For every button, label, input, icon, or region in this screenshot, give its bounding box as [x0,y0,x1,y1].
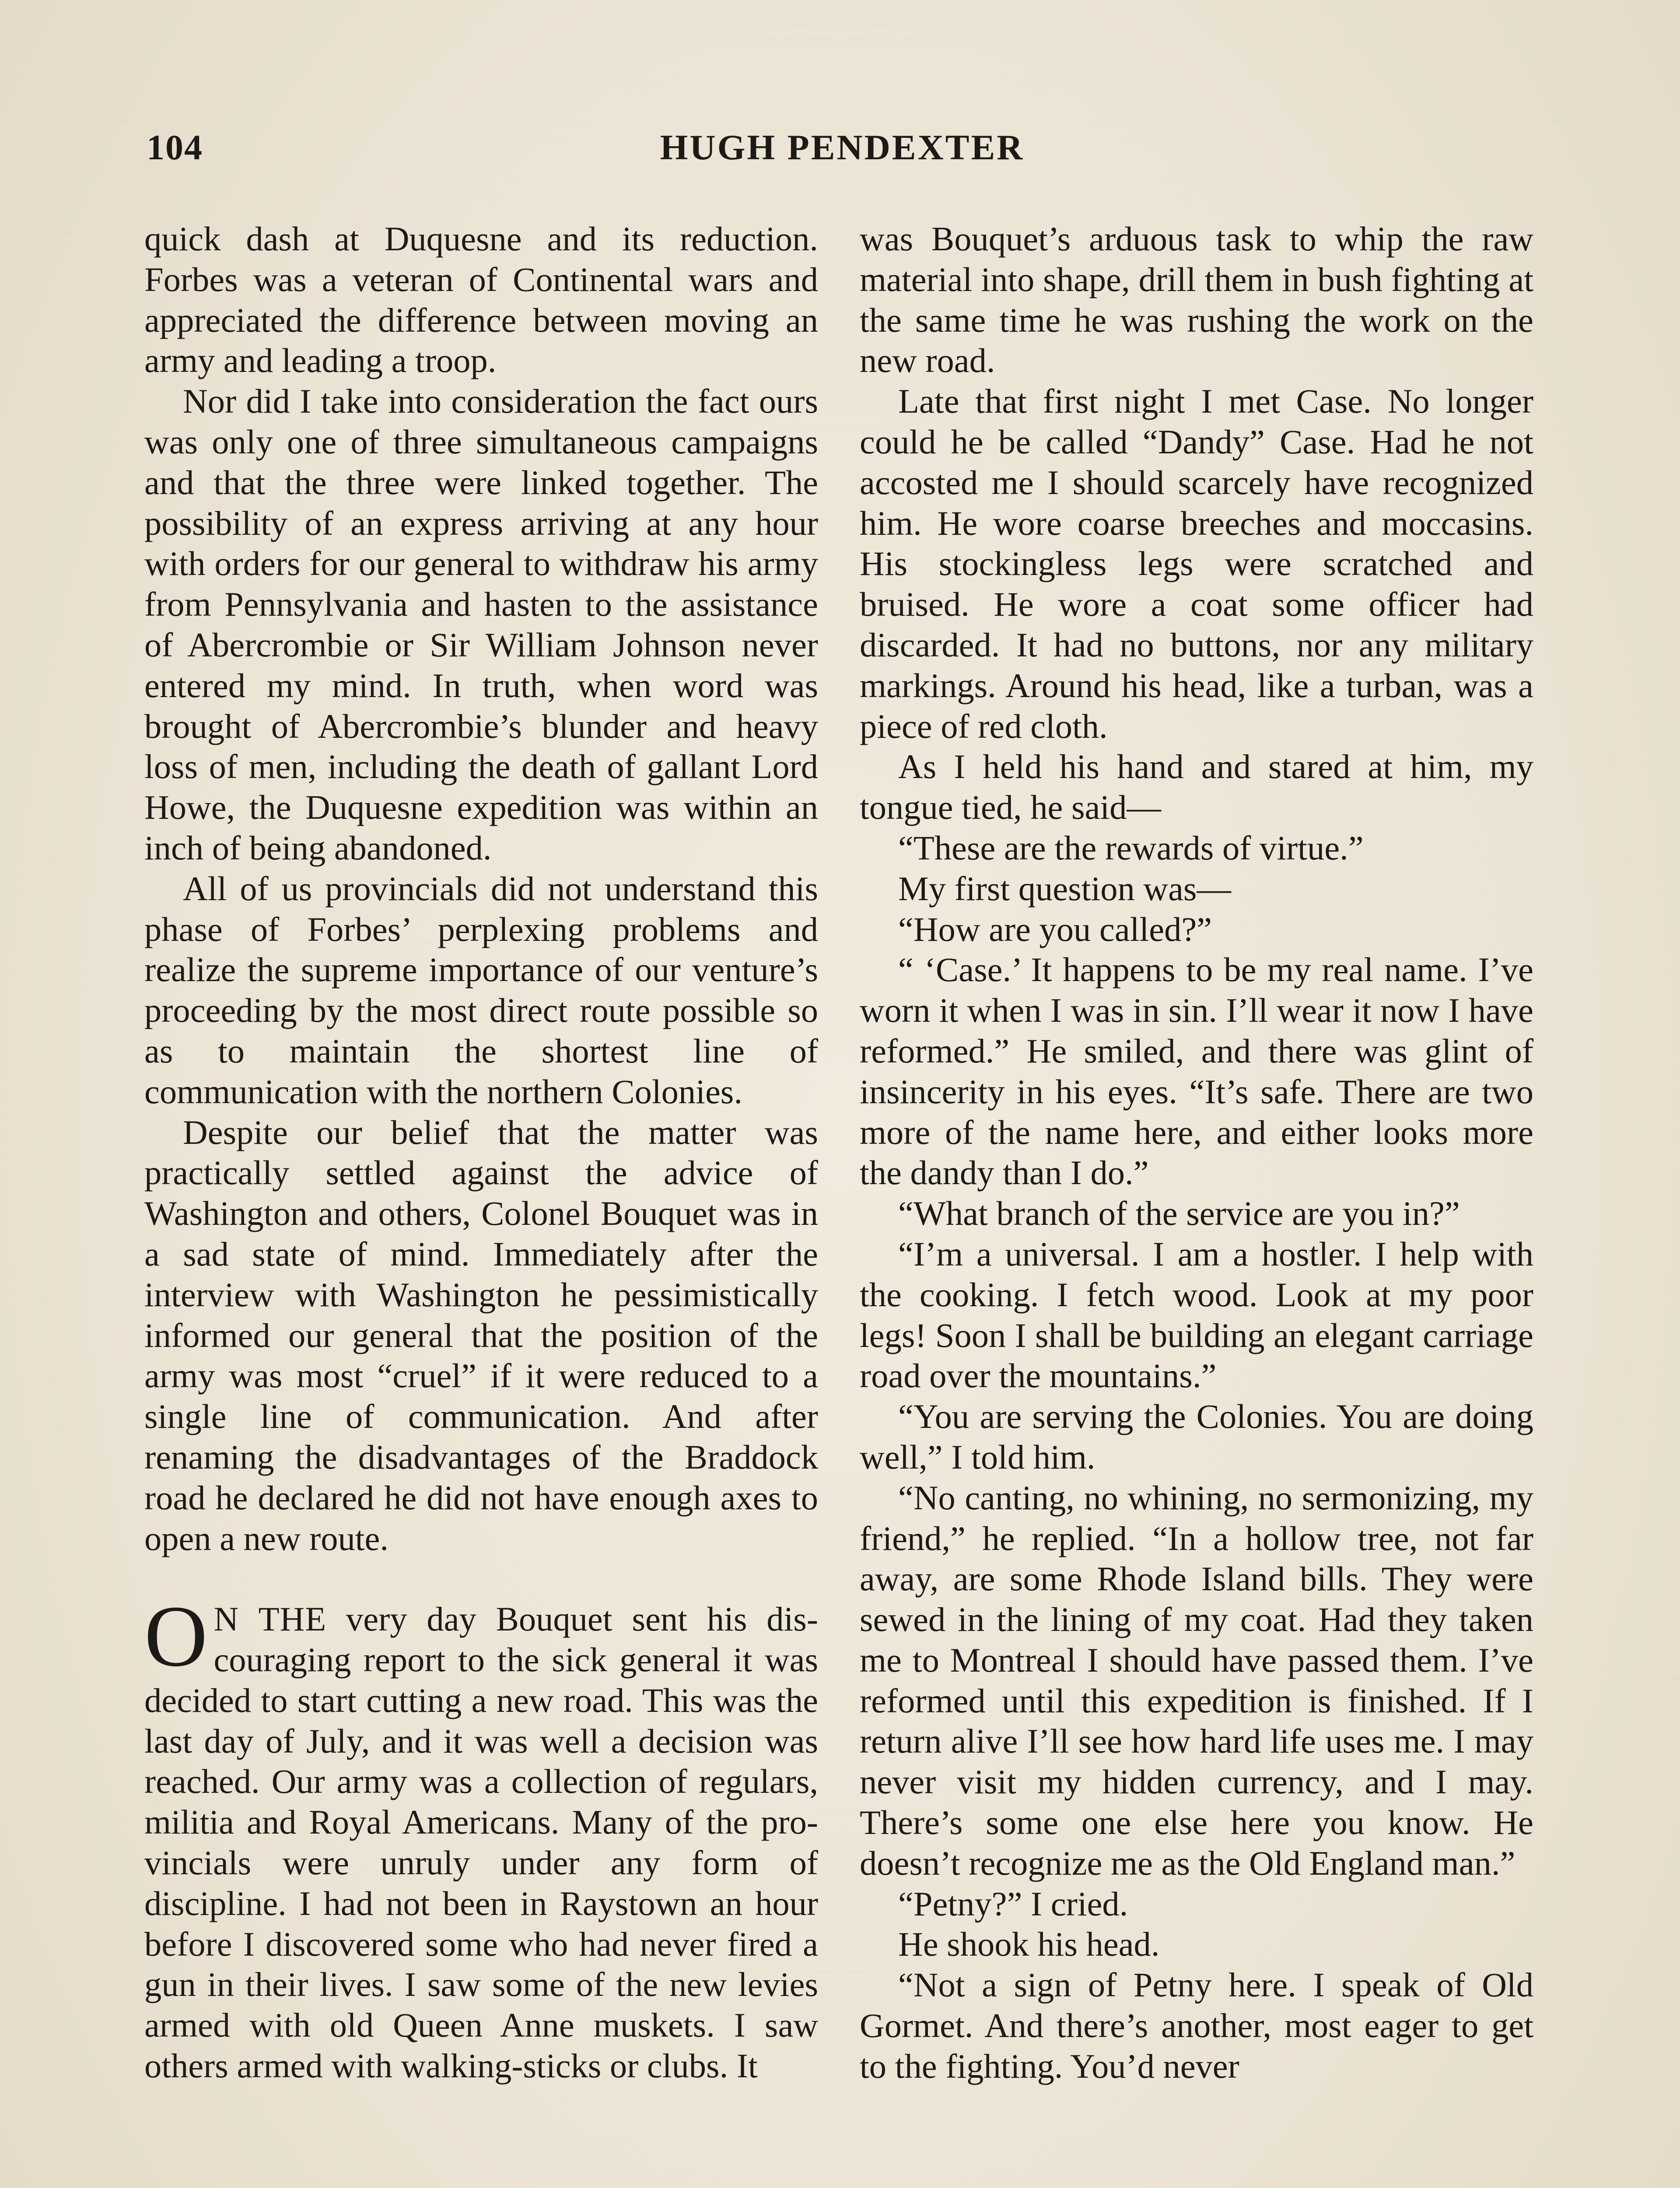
page-number: 104 [147,127,203,167]
running-head: HUGH PENDEXTER [660,127,1025,167]
drop-cap: O [144,1588,208,1685]
paragraph: “ ‘Case.’ It happens to be my real name. I’ve worn it when I was in sin. I’ll wear it now I have reformed.” He smiled, and there was glint of insincerity in his eyes. “It’s safe. There are two more of the name here, and either looks more the dandy than I do.” [860,950,1533,1192]
paragraph: “Petny?” I cried. [898,1884,1128,1923]
section-opening-paragraph [144,1588,818,2086]
paragraph: “These are the rewards of virtue.” [898,828,1364,867]
paragraph: was Bouquet’s arduous task to whip the raw material into shape, drill them in bush fighting at the same time he was rushing the work on the new road. [860,220,1533,380]
right-column [860,219,1533,2087]
paragraph: Nor did I take into consideration the fact ours was only one of three simultaneous campaigns and that the three were linked together. The possibility of an express arriving at any hour with orders for our general to withdraw his army from Pennsylvania and hasten to the assistance of Abercrombie or Sir William Johnson never entered my mind. In truth, when word was brought of Abercrombie’s blunder and heavy loss of men, including the death of gallant Lord Howe, the Duquesne expedition was within an inch of being abandoned. [144,382,818,867]
body-text [144,219,1540,2188]
paragraph: “No canting, no whining, no sermonizing, my friend,” he replied. “In a hollow tree, not far away, are some Rhode Island bills. They were sewed in the lining of my coat. Had they taken me to Montreal I should have passed them. I’ve reformed until this expedition is finished. If I return alive I’ll see how hard life uses me. I may never visit my hidden currency, and I may. There’s some one else here you know. He doesn’t recognize me as the Old England man.” [860,1478,1533,1882]
paragraph: “Not a sign of Petny here. I speak of Old Gormet. And there’s another, most eager to get to the fighting. You’d never [860,1966,1533,2085]
paragraph: All of us provincials did not understand this phase of Forbes’ perplexing problems and realize the supreme importance of our venture’s proceeding by the most direct route possible so as to maintain the shortest line of communication with the northern Colonies. [144,869,818,1111]
left-column [144,219,818,2086]
paragraph: “How are you called?” [898,910,1212,948]
lead-in-caps: N THE [214,1600,327,1638]
paragraph-text: very day Bouquet sent his discouraging report to the sick general it was decided to start cutting a new road. This was the last day of July, and it was well a decision was reached. Our army was a collection of regulars, militia and Royal Americans. Many of the provincials were unruly under any form of discipline. I had not been in Raystown an hour before I discovered some who had never fired a gun in their lives. I saw some of the new levies armed with old Queen Anne muskets. I saw others armed with walking-sticks or clubs. It [144,1600,818,2085]
paragraph: “You are serving the Colonies. You are doing well,” I told him. [860,1397,1533,1476]
paragraph: As I held his hand and stared at him, my tongue tied, he said— [860,747,1533,827]
paragraph: “I’m a universal. I am a hostler. I help with the cooking. I fetch wood. Look at my poor legs! Soon I shall be building an elegant carriage road over the mountains.” [860,1234,1533,1395]
section-break [144,1559,818,1599]
paragraph: Despite our belief that the matter was practically settled against the advice of Washington and others, Colonel Bouquet was in a sad state of mind. Immediately after the interview with Washington he pessimistically informed our general that the position of the army was most “cruel” if it were reduced to a single line of communication. And after renaming the disadvantages of the Braddock road he declared he did not have enough axes to open a new route. [144,1113,818,1557]
paragraph: He shook his head. [898,1925,1160,1964]
paragraph: “What branch of the service are you in?” [898,1194,1460,1233]
paragraph: My first question was— [898,869,1231,908]
page-header [147,127,1538,179]
paragraph: quick dash at Duquesne and its reduction. Forbes was a veteran of Continental wars and appreciated the difference between moving an army and leading a troop. [144,220,818,380]
paragraph: Late that first night I met Case. No longer could he be called “Dandy” Case. Had he not accosted me I should scarcely have recognized him. He wore coarse breeches and moccasins. His stockingless legs were scratched and bruised. He wore a coat some officer had discarded. It had no buttons, nor any military markings. Around his head, like a turban, was a piece of red cloth. [860,382,1533,745]
